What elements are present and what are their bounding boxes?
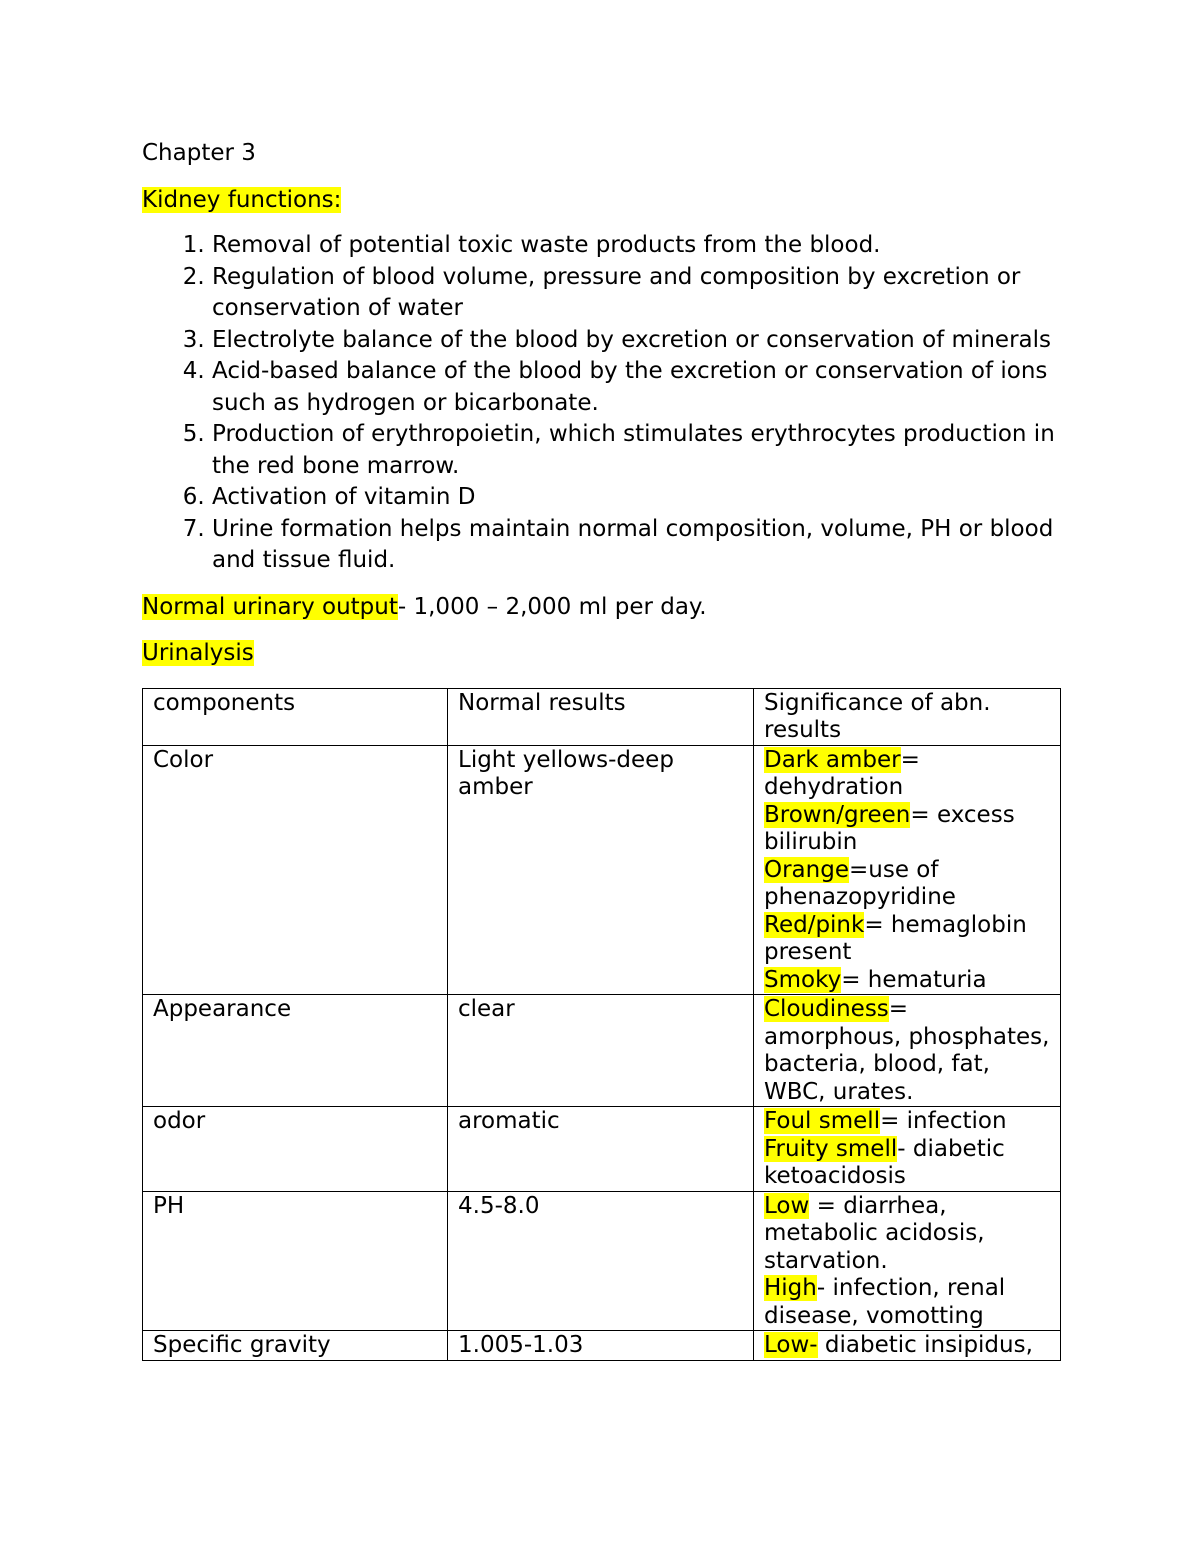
significance-term: High (764, 1275, 817, 1301)
significance-cell (754, 1191, 1061, 1331)
significance-text: - diabetic ketoacidosis (764, 1135, 1005, 1189)
header-significance: Significance of abn. results (754, 688, 1061, 745)
significance-term: Low (764, 1192, 810, 1219)
significance-text: = amorphous, phosphates, bacteria, blood, fat, WBC, urates. (764, 996, 1050, 1105)
significance-line (764, 1108, 1052, 1136)
header-components: components (143, 688, 448, 745)
list-item: 2. Regulation of blood volume, pressure and composition by excretion or conservation of water (212, 262, 1060, 325)
component-cell: odor (143, 1107, 448, 1192)
normal-cell: aromatic (448, 1107, 754, 1192)
significance-text: = diarrhea, metabolic acidosis, starvation. (764, 1192, 985, 1274)
table-row (143, 995, 1061, 1107)
significance-term: Dark amber (764, 746, 901, 773)
significance-line (764, 802, 1052, 857)
significance-term: Cloudiness (764, 996, 889, 1022)
table-row (143, 1331, 1061, 1361)
normal-cell: clear (448, 995, 754, 1107)
normal-cell: 1.005-1.03 (448, 1331, 754, 1361)
list-item: 4. Acid-based balance of the blood by the excretion or conservation of ions such as hydrogen or bicarbonate. (212, 356, 1060, 419)
significance-cell (754, 995, 1061, 1107)
normal-urinary-output (142, 592, 1060, 624)
table-row (143, 1191, 1061, 1331)
component-cell: Specific gravity (143, 1331, 448, 1361)
significance-text: diabetic insipidus, (817, 1332, 1033, 1358)
significance-line (764, 1136, 1052, 1191)
significance-term: Low- (764, 1332, 818, 1358)
significance-line (764, 747, 1052, 802)
significance-text: - infection, renal disease, vomotting (764, 1275, 1006, 1329)
significance-line (764, 1332, 1052, 1360)
significance-text: = infection (880, 1108, 1007, 1134)
significance-line (764, 967, 1052, 995)
significance-cell (754, 1107, 1061, 1192)
document-page (142, 138, 1060, 1361)
significance-text: = dehydration (764, 746, 920, 800)
table-header-row (143, 688, 1061, 745)
list-item: 7. Urine formation helps maintain normal composition, volume, PH or blood and tissue fluid. (212, 514, 1060, 577)
urinalysis-heading (142, 638, 1060, 670)
component-cell: Appearance (143, 995, 448, 1107)
significance-line (764, 1193, 1052, 1276)
significance-text: = hematuria (841, 966, 987, 993)
component-cell: PH (143, 1191, 448, 1331)
significance-line (764, 912, 1052, 967)
significance-term: Red/pink (764, 911, 865, 938)
kidney-functions-list (142, 230, 1060, 577)
significance-line (764, 996, 1052, 1106)
chapter-title: Chapter 3 (142, 140, 256, 166)
list-item: 1. Removal of potential toxic waste products from the blood. (212, 230, 1060, 262)
significance-term: Smoky (764, 966, 842, 993)
urinalysis-heading-text: Urinalysis (142, 640, 254, 666)
significance-cell (754, 745, 1061, 995)
significance-text: = excess bilirubin (764, 801, 1015, 855)
significance-line (764, 857, 1052, 912)
significance-term: Brown/green (764, 801, 911, 828)
kidney-functions-heading-text: Kidney functions: (142, 186, 342, 213)
normal-output-label: Normal urinary output (142, 593, 398, 620)
significance-term: Fruity smell (764, 1135, 898, 1162)
list-item: 6. Activation of vitamin D (212, 482, 1060, 514)
significance-term: Orange (764, 856, 849, 883)
header-normal-results: Normal results (448, 688, 754, 745)
urinalysis-table (142, 688, 1061, 1361)
significance-term: Foul smell (764, 1108, 881, 1134)
table-row (143, 1107, 1061, 1192)
normal-cell: Light yellows-deep amber (448, 745, 754, 995)
significance-cell (754, 1331, 1061, 1361)
list-item: 5. Production of erythropoietin, which stimulates erythrocytes production in the red bone marrow. (212, 419, 1060, 482)
normal-output-text: - 1,000 – 2,000 ml per day. (397, 593, 707, 620)
normal-cell: 4.5-8.0 (448, 1191, 754, 1331)
significance-text: =use of phenazopyridine (764, 856, 956, 910)
kidney-functions-heading (142, 185, 1060, 217)
significance-line (764, 1275, 1052, 1330)
table-row (143, 745, 1061, 995)
significance-text: = hemaglobin present (764, 911, 1027, 965)
component-cell: Color (143, 745, 448, 995)
list-item: 3. Electrolyte balance of the blood by excretion or conservation of minerals (212, 325, 1060, 357)
